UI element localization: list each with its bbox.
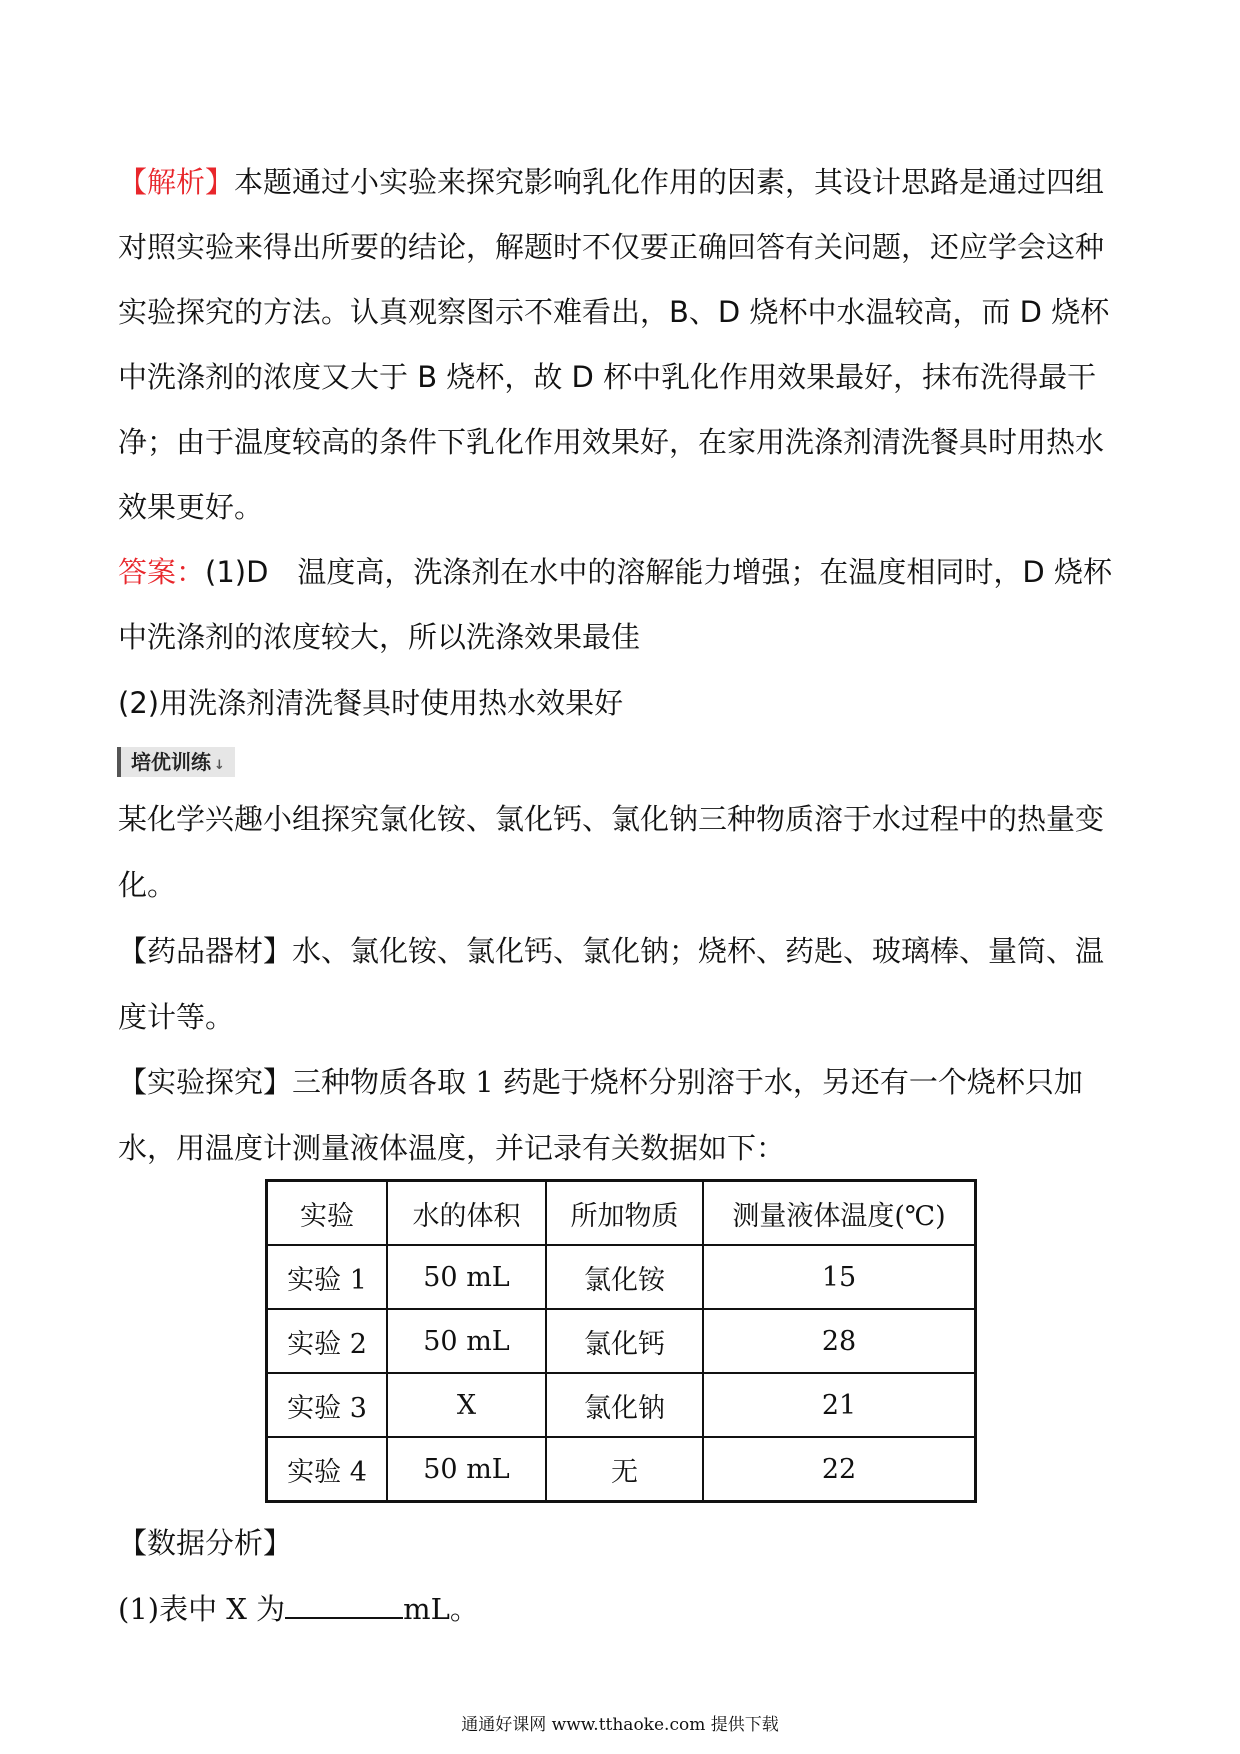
table-cell: 50 mL [387, 1245, 546, 1309]
table-cell: 50 mL [387, 1437, 546, 1502]
question-procedure: 【实验探究】三种物质各取 1 药匙于烧杯分别溶于水，另还有一个烧杯只加水，用温度计测量液体温度，并记录有关数据如下： [118, 1065, 1083, 1165]
analysis-text: 本题通过小实验来探究影响乳化作用的因素，其设计思路是通过四组对照实验来得出所要的结论，解题时不仅要正确回答有关问题，还应学会这种实验探究的方法。认真观察图示不难看出，B、D 烧杯中水温较高，而 D 烧杯中洗涤剂的浓度又大于 B 烧杯，故 D 杯中乳化作用效果最好，抹布洗得最干净；由于温度较高的条件下乳化作用效果好，在家用洗涤剂清洗餐具时用热水效果更好。 [118, 165, 1110, 524]
sub-question-1 [118, 1576, 1128, 1642]
analysis-paragraph [118, 150, 1128, 540]
table-header-row [267, 1181, 976, 1246]
answer-label: 答案： [118, 555, 206, 589]
table-header-cell: 水的体积 [387, 1181, 546, 1246]
sub-question-1-prefix: (1)表中 X 为 [118, 1592, 286, 1626]
down-arrow-icon: ↓ [214, 758, 225, 773]
section-tag-label: 培优训练 [131, 750, 211, 774]
answer-blank[interactable] [285, 1595, 403, 1619]
table-cell: 氯化铵 [546, 1245, 703, 1309]
table-cell: 15 [703, 1245, 976, 1309]
table-cell: 氯化钠 [546, 1373, 703, 1437]
table-cell: 无 [546, 1437, 703, 1502]
section-tag [117, 747, 235, 777]
answer-part2: (2)用洗涤剂清洗餐具时使用热水效果好 [118, 686, 624, 720]
table-header-cell: 测量液体温度(℃) [703, 1181, 976, 1246]
table-cell: 氯化钙 [546, 1309, 703, 1373]
question-intro: 某化学兴趣小组探究氯化铵、氯化钙、氯化钠三种物质溶于水过程中的热量变化。 [118, 802, 1105, 902]
question-materials: 【药品器材】水、氯化铵、氯化钙、氯化钠；烧杯、药匙、玻璃棒、量筒、温度计等。 [118, 934, 1105, 1034]
table-row [267, 1309, 976, 1373]
table-cell: 实验 2 [267, 1309, 388, 1373]
analysis-label: 【解析】 [118, 165, 235, 199]
footer-credit: 通通好课网 www.tthaoke.com 提供下载 [461, 1715, 779, 1735]
table-header-cell: 实验 [267, 1181, 388, 1246]
table-cell: 实验 4 [267, 1437, 388, 1502]
answer-part1: (1)D 温度高，洗涤剂在水中的溶解能力增强；在温度相同时，D 烧杯中洗涤剂的浓度较大，所以洗涤效果最佳 [118, 555, 1112, 654]
table-row [267, 1437, 976, 1502]
answer-paragraph [118, 540, 1128, 670]
table-row [267, 1245, 976, 1309]
table-cell: 22 [703, 1437, 976, 1502]
data-table [265, 1179, 977, 1503]
table-cell: X [387, 1373, 546, 1437]
table-row [267, 1373, 976, 1437]
table-cell: 实验 1 [267, 1245, 388, 1309]
table-cell: 50 mL [387, 1309, 546, 1373]
table-cell: 21 [703, 1373, 976, 1437]
table-cell: 28 [703, 1309, 976, 1373]
table-header-cell: 所加物质 [546, 1181, 703, 1246]
table-cell: 实验 3 [267, 1373, 388, 1437]
sub-question-1-suffix: mL。 [403, 1592, 479, 1626]
data-analysis-heading: 【数据分析】 [118, 1526, 293, 1560]
